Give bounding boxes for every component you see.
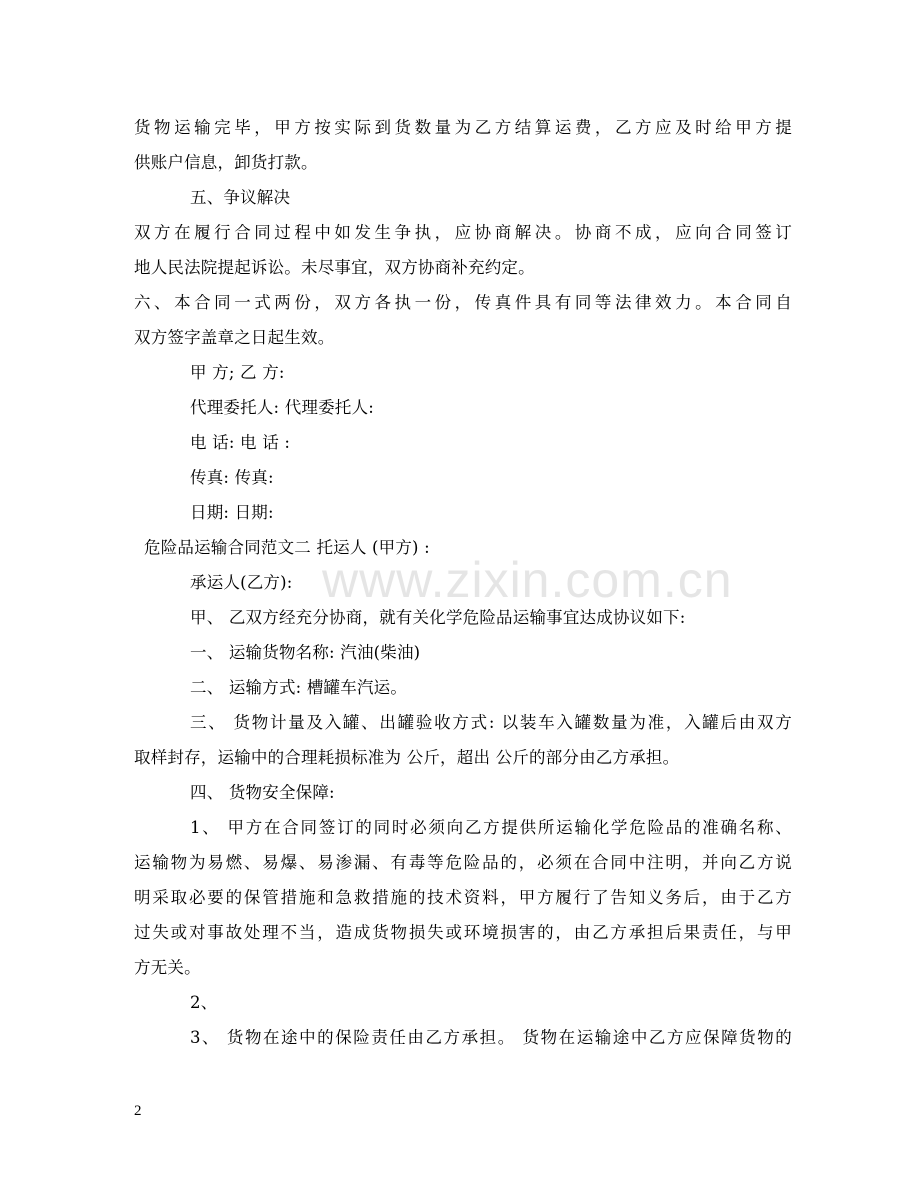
signature-line: 甲 方; 乙 方: (190, 363, 285, 382)
clause-line: 三、 货物计量及入罐、出罐验收方式: 以装车入罐数量为准，入罐后由双方 (190, 713, 792, 732)
clause-line: 1、 甲方在合同签订的同时必须向乙方提供所运输化学危险品的准确名称、 (190, 818, 792, 837)
text-line: 运输物为易燃、易爆、易渗漏、有毒等危险品的，必须在合同中注明，并向乙方说 (134, 853, 792, 872)
signature-line: 日期: 日期: (190, 503, 274, 522)
text-line: 双方在履行合同过程中如发生争执，应协商解决。协商不成，应向合同签订 (134, 223, 792, 242)
text-line: 双方签字盖章之日起生效。 (134, 328, 335, 347)
page-number: 2 (134, 1103, 142, 1119)
text-line: 过失或对事故处理不当，造成货物损失或环境损害的，由乙方承担后果责任，与甲 (134, 923, 792, 942)
text-line: 货物运输完毕，甲方按实际到货数量为乙方结算运费，乙方应及时给甲方提 (134, 118, 792, 137)
clause-line: 四、 货物安全保障: (190, 783, 335, 802)
signature-line: 电 话: 电 话 : (190, 433, 291, 452)
text-line: 供账户信息，卸货打款。 (134, 153, 318, 172)
section-heading: 五、争议解决 (190, 188, 291, 207)
clause-line: 二、 运输方式: 槽罐车汽运。 (190, 678, 408, 697)
text-line: 取样封存，运输中的合理耗损标准为 公斤，超出 公斤的部分由乙方承担。 (134, 748, 680, 767)
text-line: 方无关。 (134, 958, 201, 977)
text-line: 六、本合同一式两份，双方各执一份，传真件具有同等法律效力。本合同自 (134, 293, 792, 312)
text-line: 地人民法院提起诉讼。未尽事宜，双方协商补充约定。 (134, 258, 535, 277)
signature-line: 代理委托人: 代理委托人: (190, 398, 374, 417)
clause-line: 2、 (190, 993, 218, 1012)
clause-line: 3、 货物在途中的保险责任由乙方承担。 货物在运输途中乙方应保障货物的 (190, 1028, 792, 1047)
text-line: 承运人(乙方): (190, 573, 293, 592)
text-line: 明采取必要的保管措施和急救措施的技术资料，甲方履行了告知义务后，由于乙方 (134, 888, 792, 907)
document-title-line: 危险品运输合同范文二 托运人 (甲方) : (144, 538, 430, 557)
clause-line: 一、 运输货物名称: 汽油(柴油) (190, 643, 421, 662)
watermark: www.zixin.com.cn (322, 552, 733, 608)
text-line: 甲、 乙双方经充分协商，就有关化学危险品运输事宜达成协议如下: (190, 608, 686, 627)
signature-line: 传真: 传真: (190, 468, 274, 487)
